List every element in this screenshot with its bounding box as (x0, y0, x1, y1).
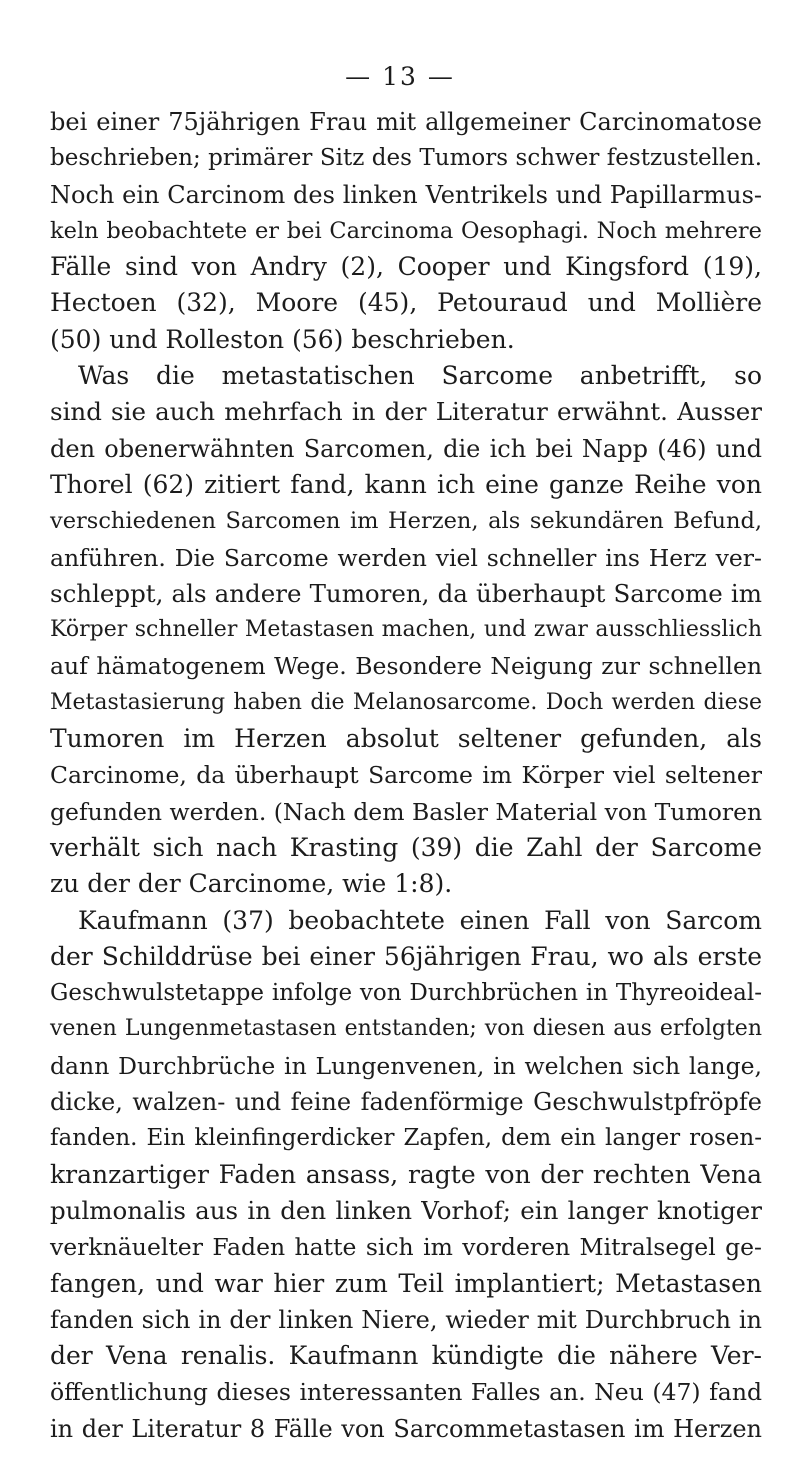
text-line: dann Durchbrüche in Lungenvenen, in welchen sich lange, (50, 1051, 762, 1080)
text-line: Thorel (62) zitiert fand, kann ich eine ganze Reihe von (50, 469, 762, 499)
text-line: Tumoren im Herzen absolut seltener gefunden, als (50, 724, 762, 754)
text-line: auf hämatogenem Wege. Besondere Neigung zur schnellen (50, 652, 762, 681)
text-line: der Schilddrüse bei einer 56jährigen Frau, wo als erste (50, 941, 762, 971)
text-line: anführen. Die Sarcome werden viel schneller ins Herz ver- (50, 543, 762, 572)
text-line: (50) und Rolleston (56) beschrieben. (50, 324, 515, 354)
text-line: venen Lungenmetastasen entstanden; von diesen aus erfolgten (50, 1016, 762, 1042)
text-line: zu der der Carcinome, wie 1:8). (50, 869, 453, 899)
text-line: in der Literatur 8 Fälle von Sarcommetastasen im Herzen (50, 1414, 762, 1443)
body-text (50, 104, 762, 1447)
text-line: sind sie auch mehrfach in der Literatur erwähnt. Ausser (50, 397, 762, 427)
text-line: gefunden werden. (Nach dem Basler Material von Tumoren (50, 797, 763, 826)
page-number: — 13 — (345, 62, 455, 91)
text-line: Kaufmann (37) beobachtete einen Fall von Sarcom (78, 905, 762, 935)
text-line: schleppt, als andere Tumoren, da überhaupt Sarcome im (50, 578, 762, 608)
text-line: beschrieben; primärer Sitz des Tumors schwer festzustellen. (50, 145, 762, 172)
text-line: verhält sich nach Krasting (39) die Zahl der Sarcome (50, 832, 762, 862)
text-line: Geschwulstetappe infolge von Durchbrüchen in Thyreoideal- (50, 980, 762, 1007)
text-line: öffentlichung dieses interessanten Falles an. Neu (47) fand (50, 1378, 762, 1407)
text-line: bei einer 75jährigen Frau mit allgemeiner Carcinomatose (50, 108, 762, 136)
text-line: fanden. Ein kleinfingerdicker Zapfen, dem ein langer rosen- (50, 1125, 762, 1152)
text-line: den obenerwähnten Sarcomen, die ich bei Napp (46) und (50, 434, 762, 463)
text-line: fanden sich in der linken Niere, wieder mit Durchbruch in (50, 1305, 762, 1334)
text-line: keln beobachtete er bei Carcinoma Oesophagi. Noch mehrere (50, 217, 762, 244)
text-line: Metastasierung haben die Melanosarcome. Doch werden diese (50, 689, 762, 715)
text-line: kranzartiger Faden ansass, ragte von der rechten Vena (50, 1159, 762, 1189)
text-line: Fälle sind von Andry (2), Cooper und Kingsford (19), (50, 252, 762, 282)
text-line: Carcinome, da überhaupt Sarcome im Körper viel seltener (50, 761, 762, 790)
text-line: dicke, walzen- und feine fadenförmige Geschwulstpfröpfe (50, 1088, 762, 1117)
text-line: fangen, und war hier zum Teil implantiert; Metastasen (50, 1268, 762, 1298)
text-line: Was die metastatischen Sarcome anbetrifft, so (78, 361, 762, 391)
text-line: Noch ein Carcinom des linken Ventrikels und Papillarmus- (50, 180, 762, 209)
text-line: der Vena renalis. Kaufmann kündigte die nähere Ver- (50, 1341, 762, 1371)
text-line: Körper schneller Metastasen machen, und zwar ausschliesslich (50, 617, 762, 643)
text-line: pulmonalis aus in den linken Vorhof; ein langer knotiger (50, 1195, 762, 1225)
text-line: Hectoen (32), Moore (45), Petouraud und Mollière (50, 288, 762, 318)
text-line: verschiedenen Sarcomen im Herzen, als sekundären Befund, (50, 508, 762, 535)
text-line: verknäuelter Faden hatte sich im vorderen Mitralsegel ge- (50, 1233, 762, 1262)
